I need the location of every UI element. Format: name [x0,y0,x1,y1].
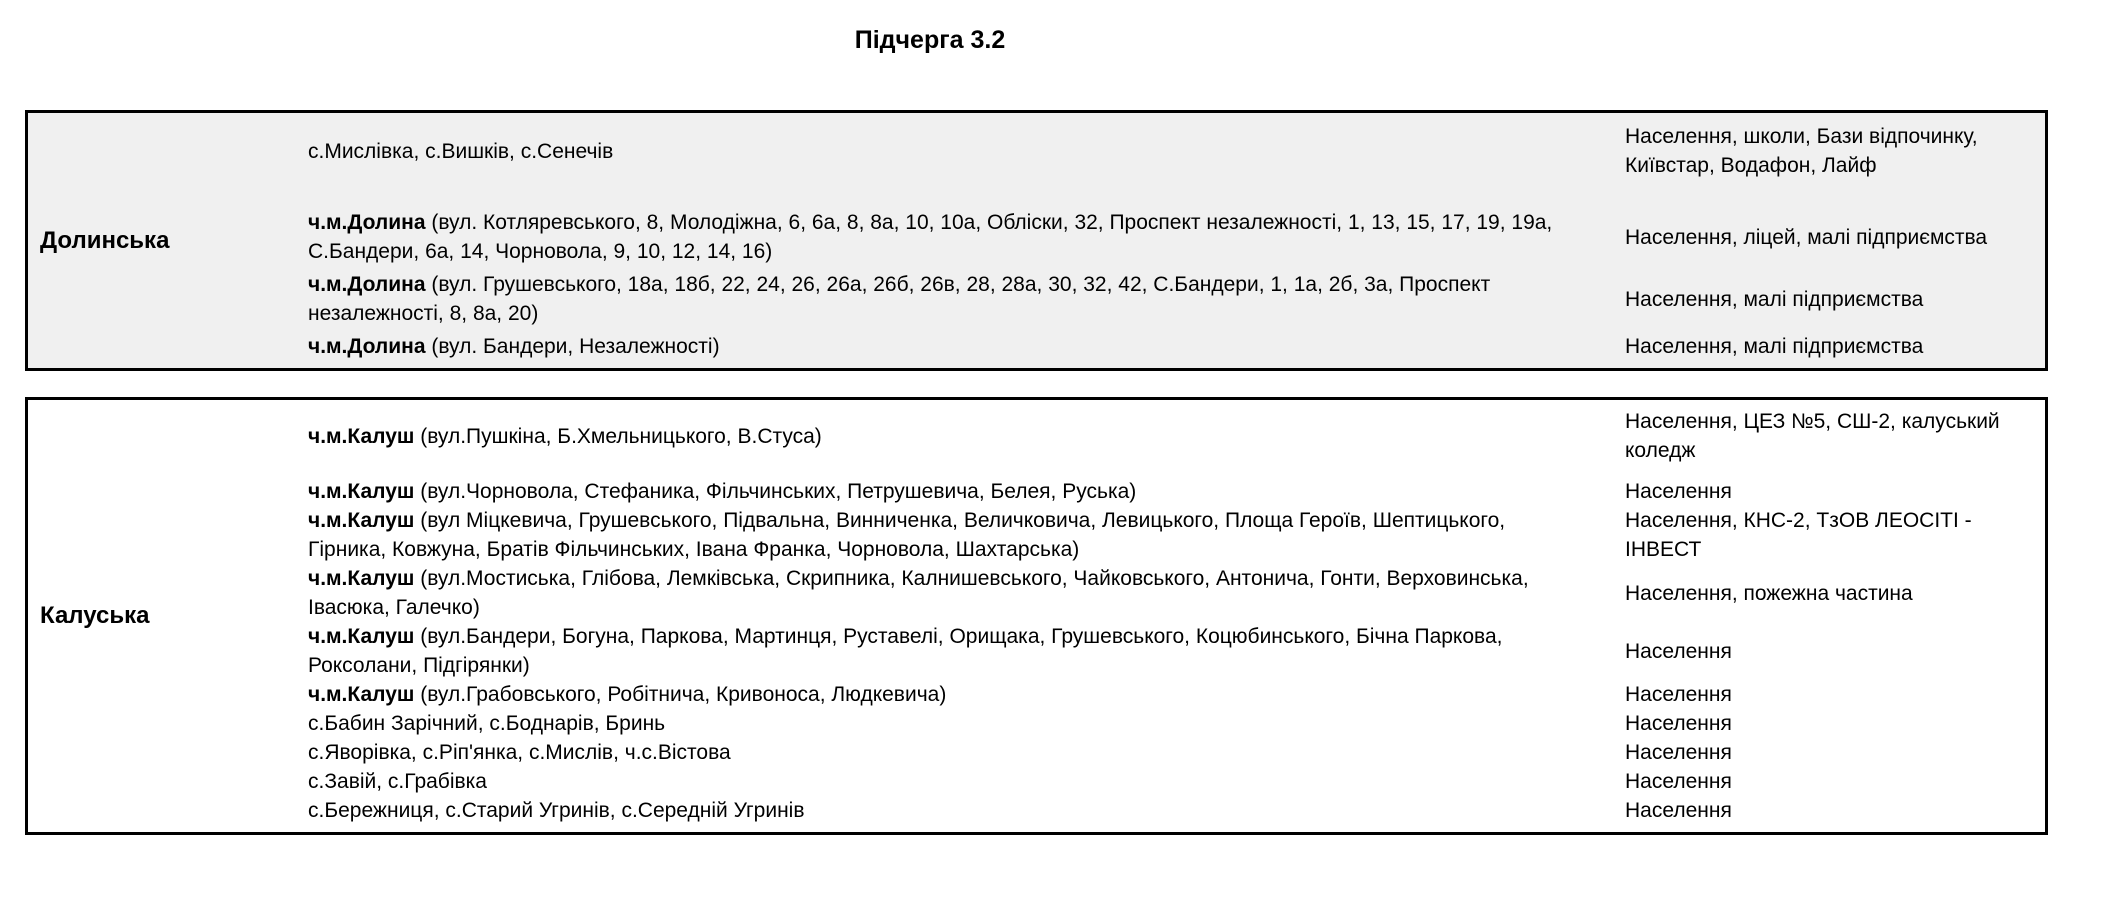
table-row [308,266,2045,332]
streets-cell [308,767,1625,796]
table-row [308,120,2045,208]
district-label [28,113,308,368]
streets-cell [308,422,1625,451]
streets-text: (вул.Грабовського, Робітнича, Кривоноса, Людкевича) [414,683,947,706]
table-row [308,622,2045,680]
streets-cell [308,680,1625,709]
table-row [308,738,2045,767]
streets-cell [308,270,1625,328]
settlement-name: ч.м.Калуш [308,509,415,532]
streets-text: (вул.Бандери, Богуна, Паркова, Мартинця, Руставелі, Орищака, Грушевського, Коцюбинського, Бічна Паркова, Роксолани, Підгірянки) [308,625,1503,677]
settlement-name: ч.м.Долина [308,273,426,296]
streets-text: с.Мислівка, с.Вишків, с.Сенечів [308,139,614,163]
table-rows [308,400,2045,832]
table-row [308,680,2045,709]
streets-cell [308,564,1625,622]
settlement-name: ч.м.Калуш [308,683,415,706]
streets-cell [308,137,1625,166]
consumers-cell: Населення, ліцей, малі підприємства [1625,225,1988,249]
consumers-cell: Населення [1625,799,1732,822]
settlement-name: ч.м.Калуш [308,424,415,448]
consumers-cell: Населення, школи, Бази відпочинку, Київстар, Водафон, Лайф [1625,125,1978,177]
consumers-cell: Населення [1625,683,1732,706]
streets-text: с.Бабин Зарічний, с.Боднарів, Бринь [308,712,666,735]
streets-text: (вул.Пушкіна, Б.Хмельницького, В.Стуса) [414,424,822,448]
district-table-dolynska [25,110,2048,371]
streets-cell [308,506,1625,564]
consumers-cell: Населення [1625,741,1732,764]
streets-text: с.Завій, с.Грабівка [308,770,487,793]
streets-text: с.Бережниця, с.Старий Угринів, с.Середній Угринів [308,799,805,822]
district-label [28,400,308,832]
table-row [308,564,2045,622]
streets-text: (вул Міцкевича, Грушевського, Підвальна, Винниченка, Величковича, Левицького, Площа Героїв, Шептицького, Гірника, Ковжуна, Братів Фільчинських, Івана Франка, Чорновола, Шахтарська) [308,509,1506,561]
streets-cell [308,796,1625,825]
page-title: Підчерга 3.2 [854,26,1006,54]
streets-text: (вул. Грушевського, 18а, 18б, 22, 24, 26, 26а, 26б, 26в, 28, 28а, 30, 32, 42, С.Бандери, 1, 1а, 2б, 3а, Проспект незалежності, 8, 8а, 20) [308,273,1491,325]
streets-text: (вул. Котляревського, 8, Молодіжна, 6, 6а, 8, 8а, 10, 10а, Обліски, 32, Проспект незалежності, 1, 13, 15, 17, 19, 19а, С.Бандери, 6а, 14, Чорновола, 9, 10, 12, 14, 16) [308,211,1553,263]
settlement-name: ч.м.Долина [308,211,426,234]
consumers-cell: Населення [1625,480,1732,503]
streets-text: с.Яворівка, с.Ріп'янка, с.Мислів, ч.с.Вістова [308,741,731,764]
table-row [308,709,2045,738]
table-row [308,208,2045,266]
settlement-name: ч.м.Долина [308,335,426,358]
consumers-cell: Населення, КНС-2, ТзОВ ЛЕОСІТІ - ІНВЕСТ [1625,509,1972,561]
streets-cell [308,208,1625,266]
streets-text: (вул.Мостиська, Глібова, Лемківська, Скрипника, Калнишевського, Чайковського, Антонича, Гонти, Верховинська, Івасюка, Галечко) [308,567,1529,619]
streets-cell [308,477,1625,506]
settlement-name: ч.м.Калуш [308,567,415,590]
settlement-name: ч.м.Калуш [308,480,415,503]
streets-cell [308,709,1625,738]
table-row [308,506,2045,564]
table-row [308,477,2045,506]
district-name: Калуська [40,602,150,629]
table-row [308,407,2045,477]
consumers-cell: Населення [1625,770,1732,793]
streets-cell [308,738,1625,767]
streets-cell [308,332,1625,361]
table-row [308,332,2045,361]
streets-text: (вул.Чорновола, Стефаника, Фільчинських, Петрушевича, Белея, Руська) [414,480,1137,503]
consumers-cell: Населення, малі підприємства [1625,335,1924,358]
district-table-kaluska [25,397,2048,835]
table-row [308,767,2045,796]
streets-cell [308,622,1625,680]
consumers-cell: Населення, пожежна частина [1625,581,1913,605]
district-name: Долинська [40,226,170,254]
consumers-cell: Населення, ЦЕЗ №5, СШ-2, калуський коледж [1625,410,2000,462]
streets-text: (вул. Бандери, Незалежності) [425,335,720,358]
consumers-cell: Населення, малі підприємства [1625,287,1924,311]
settlement-name: ч.м.Калуш [308,625,415,648]
table-rows [308,113,2045,368]
consumers-cell: Населення [1625,639,1732,663]
consumers-cell: Населення [1625,712,1732,735]
table-row [308,796,2045,825]
